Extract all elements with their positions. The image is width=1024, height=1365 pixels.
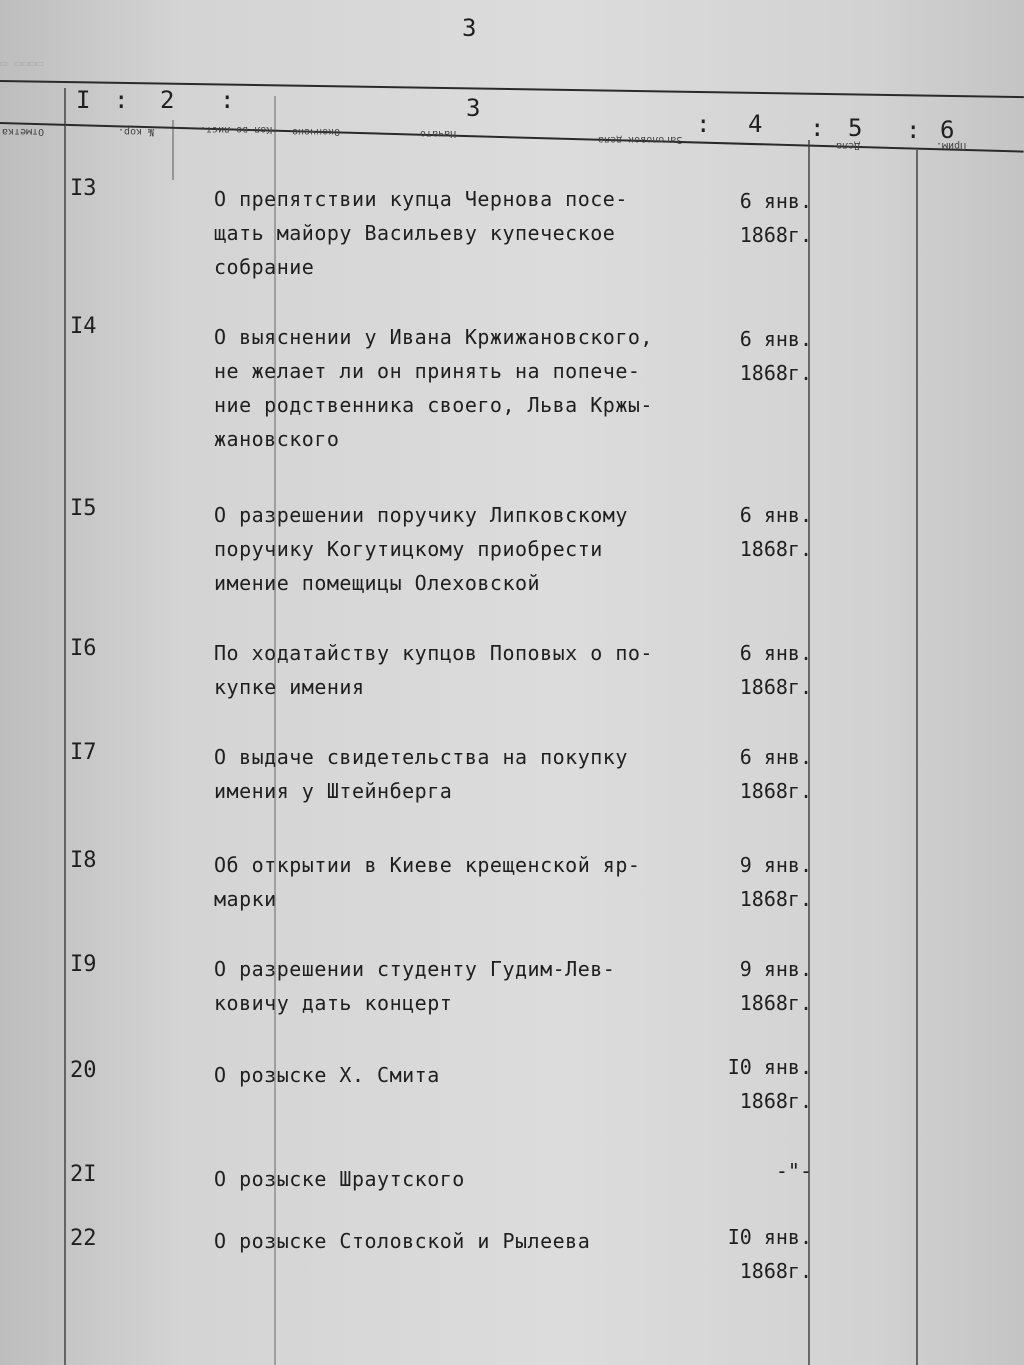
- record-number: I5: [70, 496, 97, 521]
- record-date: 9 янв. 1868г.: [739, 957, 812, 1015]
- record-title: О разрешении поручику Липковскому поручику Когутицкому приобрести имение помещицы Олеховской: [214, 503, 628, 595]
- column-number-5: 5: [848, 114, 863, 142]
- record-title: Об открытии в Киеве крещенской яр- марки: [214, 853, 641, 911]
- record-date: 6 янв. 1868г.: [739, 189, 812, 247]
- record-date: 6 янв. 1868г.: [739, 503, 812, 561]
- header-label-mark: Отметка: [2, 126, 45, 137]
- column-number-6: 6: [940, 116, 955, 144]
- record-number: I9: [70, 952, 97, 977]
- record-date: -"-: [775, 1159, 812, 1183]
- record-number: I3: [70, 176, 97, 201]
- record-title: По ходатайству купцов Поповых о по- купке имения: [214, 641, 653, 699]
- record-title: О разрешении студенту Гудим-Лев- ковичу дать концерт: [214, 957, 616, 1015]
- column-separator: :: [810, 114, 825, 142]
- record-title: О розыске Шраутского: [214, 1167, 465, 1191]
- column-separator: :: [220, 86, 235, 114]
- header-label-note: Прим.: [936, 140, 967, 151]
- header-label-case-title: Заголовок дела: [598, 134, 683, 145]
- record-number: I4: [70, 314, 97, 339]
- header-label-ended: Окончено: [292, 126, 341, 137]
- record-title: О препятствии купца Чернова посе- щать майору Васильеву купеческое собрание: [214, 187, 628, 279]
- column-rule: [916, 150, 918, 1365]
- record-date: I0 янв. 1868г.: [727, 1055, 812, 1113]
- column-number-4: 4: [748, 110, 763, 138]
- record-number: 2I: [70, 1162, 97, 1187]
- column-rule: [64, 88, 66, 1365]
- record-date: 6 янв. 1868г.: [739, 327, 812, 385]
- column-number-1: I: [76, 86, 91, 114]
- record-number: I8: [70, 848, 97, 873]
- header-label-box-number: № кор.: [118, 126, 155, 137]
- header-top-rule: [0, 80, 1024, 98]
- record-date: 9 янв. 1868г.: [739, 853, 812, 911]
- record-number: I7: [70, 740, 97, 765]
- column-number-3: 3: [466, 94, 481, 122]
- page-number: 3: [462, 14, 477, 42]
- bleed-through-form-label: ▭▭▭▭ ▭: [0, 56, 44, 70]
- record-title: О розыске Столовской и Рылеева: [214, 1229, 591, 1253]
- record-number: 20: [70, 1058, 97, 1083]
- header-label-started: Начато: [420, 128, 457, 139]
- column-separator: :: [696, 110, 711, 138]
- column-number-2: 2: [160, 86, 175, 114]
- header-label-case: Дела: [836, 140, 861, 151]
- record-title: О выяснении у Ивана Кржижановского, не желает ли он принять на попече- ние родственника своего, Льва Кржы- жановского: [214, 325, 653, 451]
- record-date: 6 янв. 1868г.: [739, 745, 812, 803]
- header-label-sheet-count: Кол-во лист.: [200, 124, 273, 135]
- record-title: О розыске Х. Смита: [214, 1063, 440, 1087]
- column-separator: :: [906, 116, 921, 144]
- record-date: I0 янв. 1868г.: [727, 1225, 812, 1283]
- record-title: О выдаче свидетельства на покупку имения у Штейнберга: [214, 745, 628, 803]
- record-number: 22: [70, 1226, 97, 1251]
- record-date: 6 янв. 1868г.: [739, 641, 812, 699]
- column-separator: :: [114, 86, 129, 114]
- column-rule: [172, 120, 174, 180]
- record-number: I6: [70, 636, 97, 661]
